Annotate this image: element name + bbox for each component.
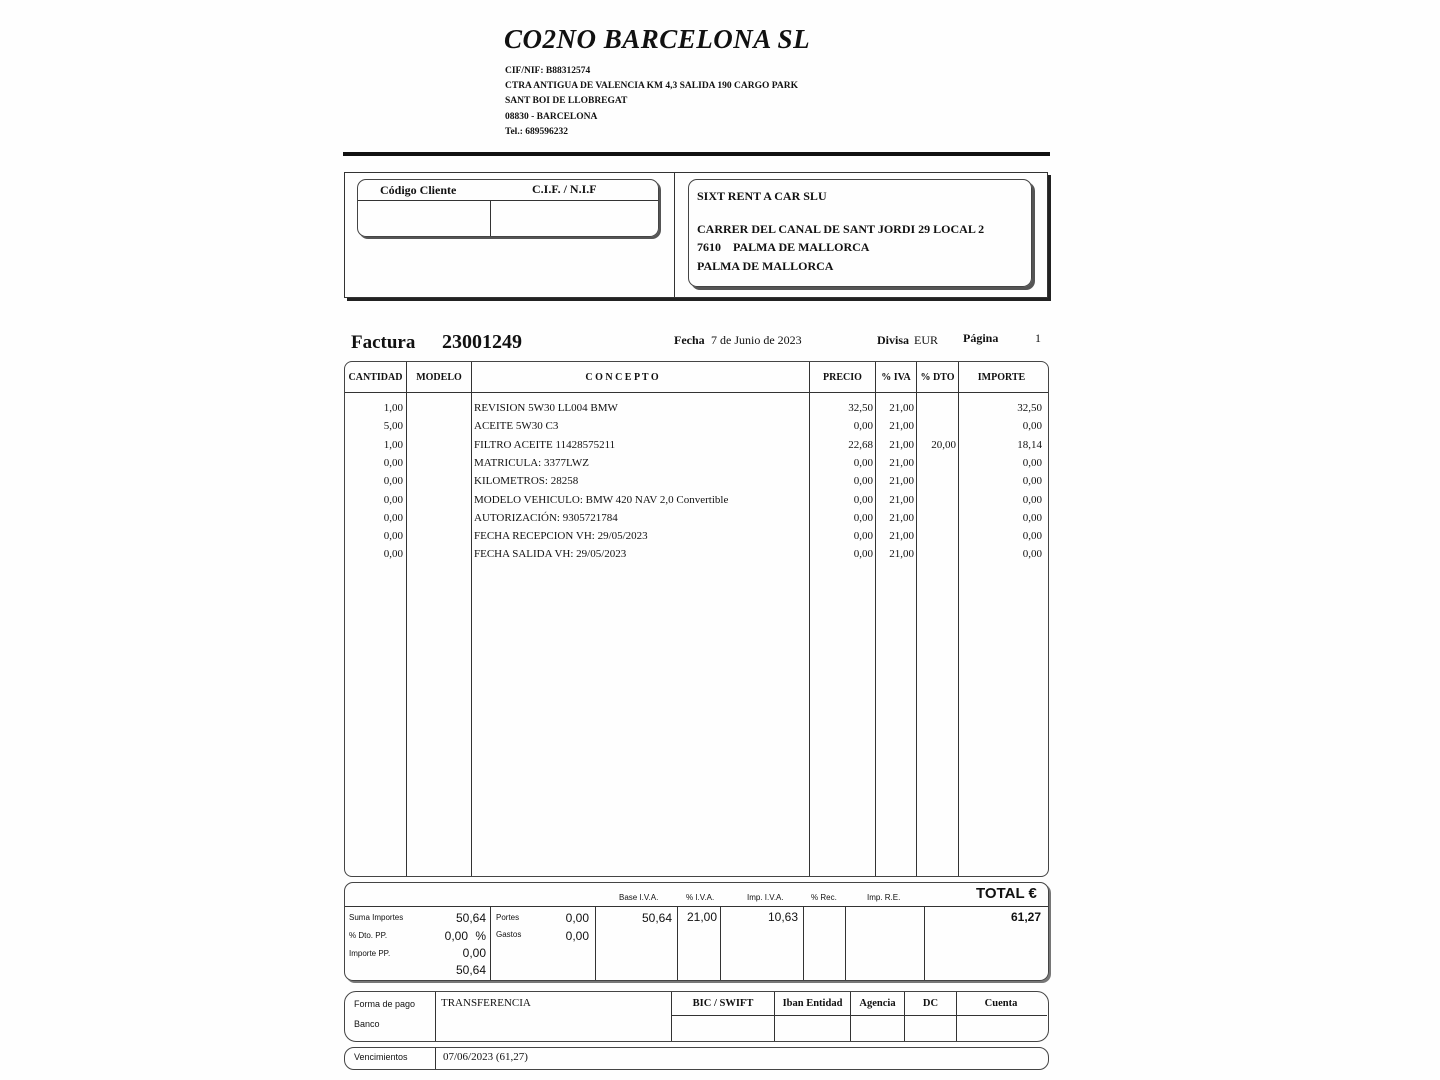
agencia-label: Agencia [859, 998, 896, 1009]
col-iva: % IVA [881, 372, 911, 383]
line-precio: 0,00 [853, 530, 873, 543]
invoice-label: Factura [351, 332, 416, 353]
company-address: CTRA ANTIGUA DE VALENCIA KM 4,3 SALIDA 190 CARGO PARK [505, 81, 798, 91]
line-cantidad: 0,00 [383, 548, 403, 561]
dto-pp-label: % Dto. PP. [349, 931, 388, 940]
dto-pp-value: 0,00 [444, 929, 468, 943]
divisa-value: EUR [914, 333, 938, 347]
line-cantidad: 1,00 [383, 438, 403, 451]
line-precio: 0,00 [853, 420, 873, 433]
total-value: 61,27 [1010, 910, 1041, 924]
line-concepto: FECHA SALIDA VH: 29/05/2023 [474, 548, 627, 561]
line-iva: 21,00 [889, 438, 914, 451]
divisa-label: Divisa [877, 333, 910, 347]
company-city: SANT BOI DE LLOBREGAT [505, 96, 628, 106]
suma-label: Suma Importes [349, 913, 404, 922]
bic-label: BIC / SWIFT [692, 998, 754, 1009]
portes-value: 0,00 [565, 911, 589, 925]
line-iva: 21,00 [889, 511, 914, 524]
recipient-postal-city: 7610 PALMA DE MALLORCA [697, 240, 870, 254]
suma-value: 50,64 [455, 911, 486, 925]
line-concepto: FECHA RECEPCION VH: 29/05/2023 [474, 530, 648, 543]
cif-label: C.I.F. / N.I.F [532, 182, 597, 196]
line-precio: 0,00 [853, 475, 873, 488]
line-cantidad: 0,00 [383, 493, 403, 506]
company-name: CO2NO BARCELONA SL [504, 24, 811, 54]
dc-label: DC [922, 998, 939, 1009]
line-importe: 0,00 [1022, 456, 1042, 469]
line-precio: 0,00 [853, 548, 873, 561]
line-cantidad: 1,00 [383, 402, 403, 414]
total-label: TOTAL € [976, 885, 1037, 902]
line-importe: 0,00 [1022, 493, 1042, 506]
pct-iva-value: 21,00 [686, 910, 717, 924]
col-cantidad: CANTIDAD [348, 372, 403, 383]
forma-pago-value: TRANSFERENCIA [441, 997, 531, 1009]
line-importe: 0,00 [1022, 511, 1042, 524]
base-iva-value: 50,64 [641, 911, 672, 925]
pagina-label: Página [963, 331, 999, 345]
vencimientos-value: 07/06/2023 (61,27) [443, 1051, 528, 1063]
line-concepto: MODELO VEHICULO: BMW 420 NAV 2,0 Convertible [474, 493, 729, 506]
line-importe: 0,00 [1022, 530, 1042, 543]
line-concepto: AUTORIZACIÓN: 9305721784 [474, 511, 618, 524]
line-importe: 0,00 [1022, 548, 1042, 561]
pct-iva-label: % I.V.A. [686, 893, 715, 902]
line-iva: 21,00 [889, 420, 914, 433]
codigo-cliente-label: Código Cliente [380, 183, 457, 197]
col-concepto: C O N C E P T O [585, 372, 659, 383]
line-cantidad: 0,00 [383, 475, 403, 488]
company-postal: 08830 - BARCELONA [505, 112, 598, 122]
line-precio: 22,68 [848, 438, 873, 451]
line-concepto: ACEITE 5W30 C3 [474, 420, 559, 433]
line-concepto: REVISION 5W30 LL004 BMW [474, 402, 618, 414]
banco-label: Banco [354, 1019, 380, 1029]
iban-label: Iban Entidad [782, 998, 843, 1009]
line-precio: 32,50 [848, 402, 873, 414]
imp-re-label: Imp. R.E. [867, 893, 901, 902]
line-cantidad: 5,00 [383, 420, 403, 433]
importe-pp-label: Importe PP. [349, 949, 391, 958]
line-importe: 32,50 [1017, 402, 1042, 414]
fecha-value: 7 de Junio de 2023 [711, 333, 802, 347]
line-iva: 21,00 [889, 402, 914, 414]
line-iva: 21,00 [889, 475, 914, 488]
portes-label: Portes [496, 913, 520, 922]
line-cantidad: 0,00 [383, 511, 403, 524]
col-precio: PRECIO [823, 372, 862, 383]
col-importe: IMPORTE [977, 372, 1026, 383]
col-dto: % DTO [920, 372, 955, 383]
gastos-label: Gastos [496, 930, 522, 939]
recipient-name: SIXT RENT A CAR SLU [697, 189, 827, 203]
line-concepto: KILOMETROS: 28258 [474, 475, 579, 488]
base-iva-label: Base I.V.A. [619, 893, 659, 902]
line-importe: 0,00 [1022, 420, 1042, 433]
imp-iva-value: 10,63 [767, 910, 798, 924]
line-importe: 18,14 [1017, 438, 1042, 451]
line-iva: 21,00 [889, 493, 914, 506]
line-precio: 0,00 [853, 493, 873, 506]
line-dto: 20,00 [931, 438, 956, 451]
line-cantidad: 0,00 [383, 456, 403, 469]
line-precio: 0,00 [853, 511, 873, 524]
forma-pago-label: Forma de pago [354, 999, 416, 1009]
line-iva: 21,00 [889, 456, 914, 469]
line-importe: 0,00 [1022, 475, 1042, 488]
company-phone: Tel.: 689596232 [505, 127, 568, 137]
pagina-value: 1 [1035, 331, 1041, 345]
line-precio: 0,00 [853, 456, 873, 469]
line-concepto: FILTRO ACEITE 11428575211 [474, 438, 616, 451]
imp-iva-label: Imp. I.V.A. [747, 893, 784, 902]
cuenta-label: Cuenta [984, 998, 1018, 1009]
line-iva: 21,00 [889, 548, 914, 561]
fecha-label: Fecha [674, 333, 705, 347]
header-divider [343, 152, 1050, 156]
company-cif: CIF/NIF: B88312574 [505, 66, 591, 76]
vencimientos-label: Vencimientos [354, 1052, 408, 1062]
gastos-value: 0,00 [565, 929, 589, 943]
line-cantidad: 0,00 [383, 530, 403, 543]
recipient-address: CARRER DEL CANAL DE SANT JORDI 29 LOCAL 2 [697, 222, 985, 236]
importe-pp-value: 0,00 [462, 946, 486, 960]
invoice-number: 23001249 [442, 331, 522, 353]
line-iva: 21,00 [889, 530, 914, 543]
recipient-region: PALMA DE MALLORCA [697, 259, 834, 273]
dto-pp-unit: % [475, 929, 486, 943]
subtotal-value: 50,64 [455, 963, 486, 977]
line-concepto: MATRICULA: 3377LWZ [474, 456, 589, 469]
col-modelo: MODELO [416, 372, 462, 383]
pct-rec-label: % Rec. [811, 893, 837, 902]
